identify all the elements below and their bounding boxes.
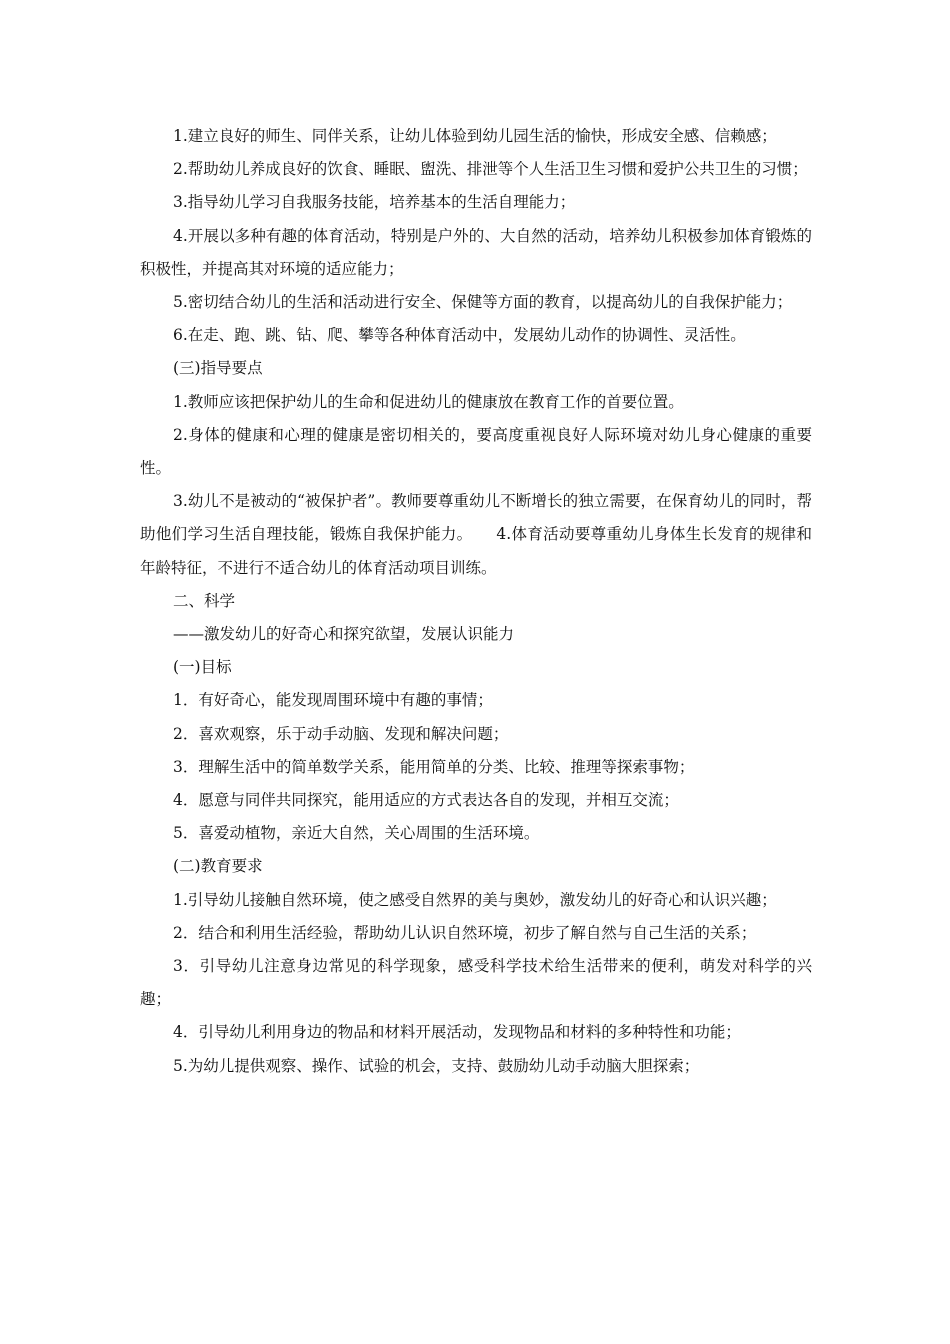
chapter-subtitle: ——激发幼儿的好奇心和探究欲望，发展认识能力	[173, 625, 515, 644]
paragraph: 4．引导幼儿利用身边的物品和材料开展活动，发现物品和材料的多种特性和功能；	[173, 1023, 741, 1042]
paragraph: 2．结合和利用生活经验，帮助幼儿认识自然环境，初步了解自然与自己生活的关系；	[173, 923, 757, 942]
paragraph: 1.教师应该把保护幼儿的生命和促进幼儿的健康放在教育工作的首要位置。	[173, 392, 684, 411]
paragraph: 5.为幼儿提供观察、操作、试验的机会，支持、鼓励幼儿动手动脑大胆探索；	[173, 1056, 700, 1075]
paragraph: 3.幼儿不是被动的“被保护者”。教师要尊重幼儿不断增长的独立需要，在保育幼儿的同时，帮助他们学习生活自理技能，锻炼自我保护能力。 4.体育活动要尊重幼儿身体生长发育的规律和年龄特征，不进行不适合幼儿的体育活动项目训练。	[140, 492, 812, 577]
section-heading: (一)目标	[173, 658, 232, 677]
paragraph: 5.密切结合幼儿的生活和活动进行安全、保健等方面的教育，以提高幼儿的自我保护能力；	[173, 293, 793, 312]
paragraph: 2.帮助幼儿养成良好的饮食、睡眠、盥洗、排泄等个人生活卫生习惯和爱护公共卫生的习惯；	[173, 160, 808, 179]
section-heading: (三)指导要点	[173, 359, 263, 378]
paragraph: 2．喜欢观察，乐于动手动脑、发现和解决问题；	[173, 724, 509, 743]
document-body	[140, 120, 812, 1083]
paragraph: 1．有好奇心，能发现周围环境中有趣的事情；	[173, 691, 493, 710]
paragraph: 1.建立良好的师生、同伴关系，让幼儿体验到幼儿园生活的愉快，形成安全感、信赖感；	[173, 127, 777, 145]
paragraph: 4．愿意与同伴共同探究，能用适应的方式表达各自的发现，并相互交流；	[173, 791, 679, 810]
section-heading: (二)教育要求	[173, 857, 263, 876]
paragraph: 2.身体的健康和心理的健康是密切相关的，要高度重视良好人际环境对幼儿身心健康的重要性。	[140, 425, 812, 478]
paragraph: 1.引导幼儿接触自然环境，使之感受自然界的美与奥妙，激发幼儿的好奇心和认识兴趣；	[173, 890, 777, 909]
paragraph: 3．引导幼儿注意身边常见的科学现象，感受科学技术给生活带来的便利，萌发对科学的兴趣；	[140, 957, 812, 1009]
chapter-heading: 二、科学	[173, 591, 236, 610]
paragraph: 4.开展以多种有趣的体育活动，特别是户外的、大自然的活动，培养幼儿积极参加体育锻炼的积极性，并提高其对环境的适应能力；	[140, 226, 812, 278]
paragraph: 5．喜爱动植物，亲近大自然，关心周围的生活环境。	[173, 824, 540, 843]
paragraph: 3．理解生活中的简单数学关系，能用简单的分类、比较、推理等探索事物；	[173, 757, 695, 776]
paragraph: 3.指导幼儿学习自我服务技能，培养基本的生活自理能力；	[173, 193, 576, 212]
paragraph: 6.在走、跑、跳、钻、爬、攀等各种体育活动中，发展幼儿动作的协调性、灵活性。	[173, 326, 746, 345]
